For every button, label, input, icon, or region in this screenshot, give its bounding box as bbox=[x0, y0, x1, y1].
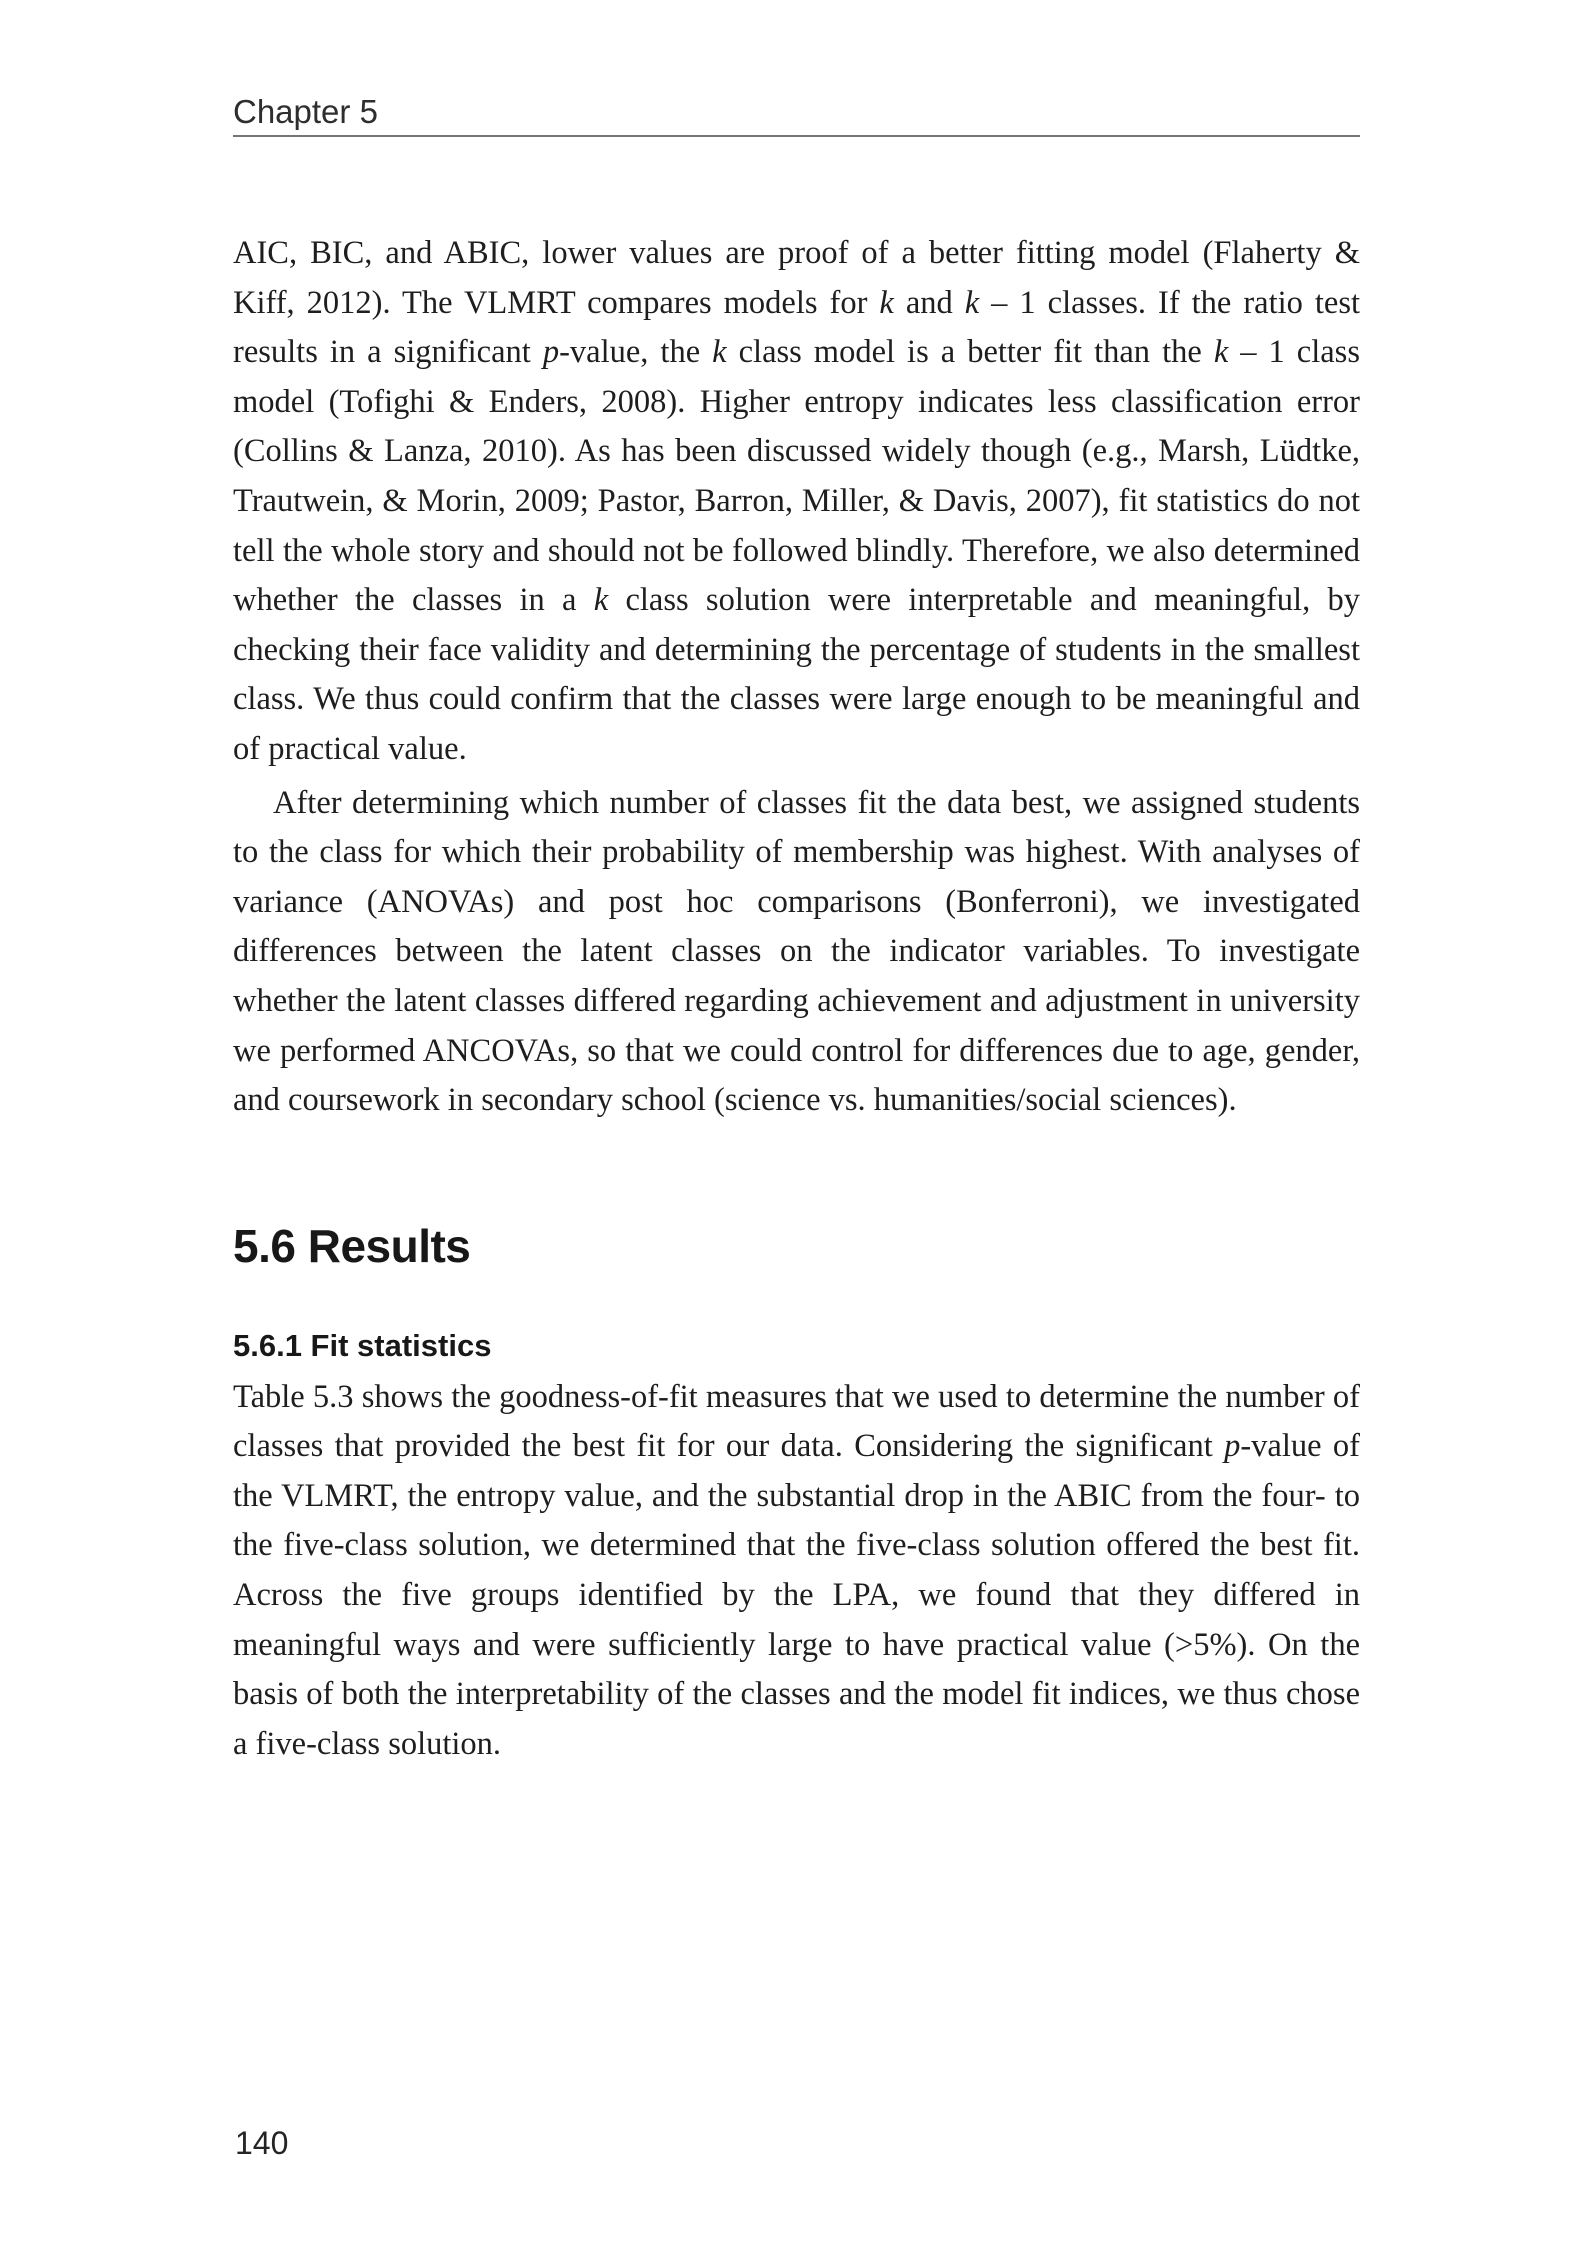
header-rule bbox=[233, 135, 1360, 137]
italic-text-run: p bbox=[542, 334, 560, 371]
subsection-heading-fit-statistics: 5.6.1 Fit statistics bbox=[233, 1327, 492, 1363]
page-number: 140 bbox=[235, 2125, 289, 2161]
italic-text-run: k bbox=[593, 582, 609, 619]
italic-text-run: k bbox=[1213, 334, 1229, 371]
paragraph-table-5-3-fit-results bbox=[233, 1373, 1360, 1770]
paragraph-fit-indices-discussion bbox=[233, 229, 1360, 775]
text-run: Table 5.3 shows the goodness-of-fit measures that we used to determine the number of classes that provided the best fit for our data. Considering the significant bbox=[233, 1378, 1360, 1465]
italic-text-run: k bbox=[712, 334, 727, 371]
text-run: After determining which number of classes fit the data best, we assigned students to the class for which their probability of membership was highest. With analyses of variance (ANOVAs) and post hoc comparisons (Bonferroni), we investigated differences between the latent classes on the indicator variables. To investigate whether the latent classes differed regarding achievement and adjustment in university we performed ANCOVAs, so that we could control for differences due to age, gender, and coursework in secondary school (science vs. humanities/social sciences). bbox=[233, 784, 1360, 1119]
text-run: class model is a better fit than the bbox=[726, 334, 1214, 371]
text-run: – 1 class model (Tofighi & Enders, 2008). Higher entropy indicates less classification error (Collins & Lanza, 2010). As has been discussed widely though (e.g., Marsh, Lüdtke, Trautwein, & Morin, 2009; Pastor, Barron, Miller, & Davis, 2007), fit statistics do not tell the whole story and should not be followed blindly. Therefore, we also determined whether the classes in a bbox=[233, 334, 1360, 619]
text-run: class solution were interpretable and meaningful, by checking their face validity and determining the percentage of students in the smallest class. We thus could confirm that the classes were large enough to be meaningful and of practical value. bbox=[233, 582, 1360, 767]
text-run: -value, the bbox=[559, 334, 713, 371]
italic-text-run: k bbox=[879, 284, 894, 321]
section-heading-results: 5.6 Results bbox=[233, 1219, 471, 1272]
text-run: -value of the VLMRT, the entropy value, and the substantial drop in the ABIC from the four- to the five-class solution, we determined that the five-class solution offered the best fit. Across the five groups identified by the LPA, we found that they differed in meaningful ways and were sufficiently large to have practical value (>5%). On the basis of both the interpretability of the classes and the model fit indices, we thus chose a five-class solution. bbox=[233, 1428, 1361, 1762]
text-run: and bbox=[893, 284, 965, 321]
italic-text-run: k bbox=[964, 284, 980, 321]
paragraph-class-assignment-analyses bbox=[233, 779, 1360, 1126]
running-header-chapter-label: Chapter 5 bbox=[233, 93, 378, 130]
page-content bbox=[233, 229, 1360, 1769]
italic-text-run: p bbox=[1224, 1428, 1241, 1465]
text-run: AIC, BIC, and ABIC, lower values are proof of a better fitting model (Flaherty & Kiff, 2012). The VLMRT compares models for bbox=[233, 235, 1360, 321]
text-run: – 1 classes. If the ratio test results in a significant bbox=[233, 284, 1360, 371]
